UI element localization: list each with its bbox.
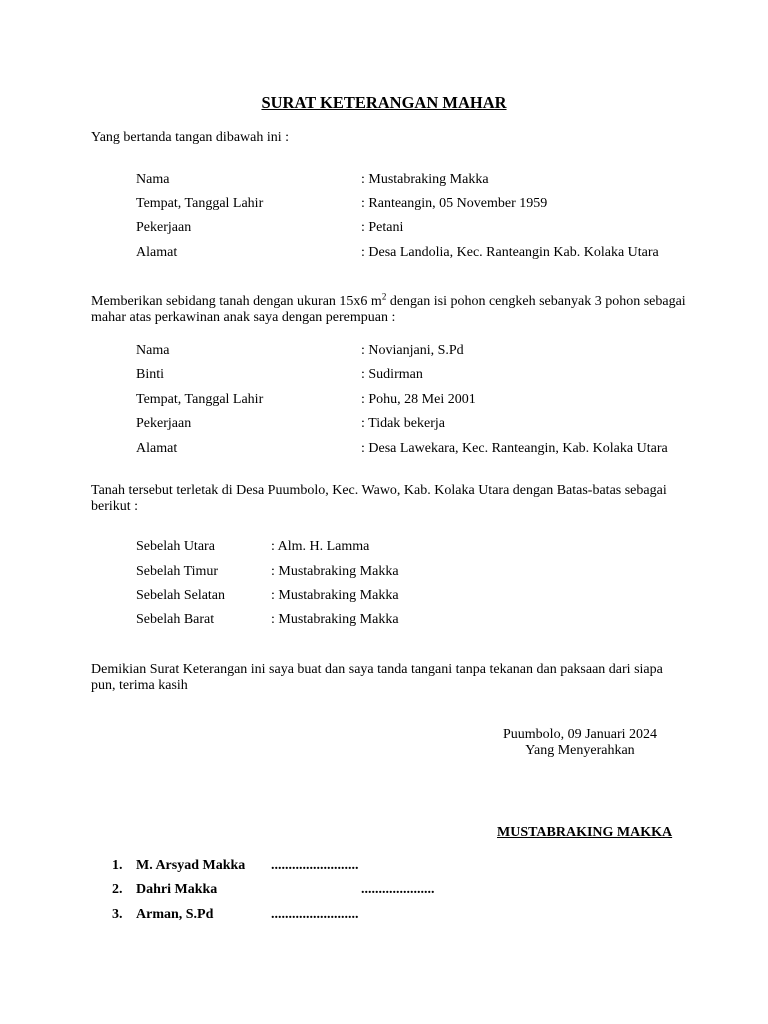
witness-name-1: M. Arsyad Makka (136, 858, 246, 873)
intro-text: Yang bertanda tangan dibawah ini : (91, 130, 290, 145)
witness-number-2: 2. (112, 882, 123, 897)
signature-name: MUSTABRAKING MAKKA (497, 825, 673, 840)
area-superscript: 2 (381, 291, 387, 302)
receiver-value-job: : Tidak bekerja (361, 416, 445, 431)
receiver-label-birth: Tempat, Tanggal Lahir (136, 392, 264, 407)
location-line-2: berikut : (91, 499, 139, 514)
closing-line-2: pun, terima kasih (91, 678, 188, 693)
boundary-value-north: : Alm. H. Lamma (271, 539, 370, 554)
witness-signature-line-2: ..................... (361, 882, 435, 897)
location-line-1: Tanah tersebut terletak di Desa Puumbolo, Kec. Wawo, Kab. Kolaka Utara dengan Batas-batas sebagai (91, 483, 667, 498)
receiver-label-father: Binti (136, 367, 165, 382)
receiver-label-name: Nama (136, 343, 170, 358)
witness-signature-line-1: ......................... (271, 858, 359, 873)
giver-value-birth: : Ranteangin, 05 November 1959 (361, 196, 548, 211)
witness-number-3: 3. (112, 907, 123, 922)
statement-line-2: mahar atas perkawinan anak saya dengan perempuan : (91, 310, 396, 325)
boundary-label-south: Sebelah Selatan (136, 588, 226, 603)
boundary-value-east: : Mustabraking Makka (271, 564, 399, 579)
witness-name-2: Dahri Makka (136, 882, 218, 897)
receiver-value-address: : Desa Lawekara, Kec. Ranteangin, Kab. Kolaka Utara (361, 441, 668, 456)
statement-before-unit: Memberikan sebidang tanah dengan ukuran 15x6 m (91, 294, 382, 309)
giver-label-address: Alamat (136, 245, 178, 260)
boundary-label-north: Sebelah Utara (136, 539, 215, 554)
giver-value-address: : Desa Landolia, Kec. Ranteangin Kab. Kolaka Utara (361, 245, 659, 260)
statement-line-1 (91, 291, 686, 310)
giver-label-birth: Tempat, Tanggal Lahir (136, 196, 264, 211)
signature-role: Yang Menyerahkan (525, 743, 635, 758)
receiver-label-job: Pekerjaan (136, 416, 192, 431)
witness-name-3: Arman, S.Pd (136, 907, 214, 922)
receiver-label-address: Alamat (136, 441, 178, 456)
statement-after-unit: dengan isi pohon cengkeh sebanyak 3 pohon sebagai (386, 294, 686, 309)
boundary-value-south: : Mustabraking Makka (271, 588, 399, 603)
receiver-value-father: : Sudirman (361, 367, 423, 382)
giver-label-name: Nama (136, 172, 170, 187)
boundary-label-east: Sebelah Timur (136, 564, 219, 579)
giver-label-job: Pekerjaan (136, 220, 192, 235)
receiver-value-birth: : Pohu, 28 Mei 2001 (361, 392, 476, 407)
giver-value-name: : Mustabraking Makka (361, 172, 489, 187)
witness-signature-line-3: ......................... (271, 907, 359, 922)
document-title: SURAT KETERANGAN MAHAR (261, 93, 507, 112)
boundary-value-west: : Mustabraking Makka (271, 612, 399, 627)
closing-line-1: Demikian Surat Keterangan ini saya buat dan saya tanda tangani tanpa tekanan dan paksaan dari siapa (91, 662, 663, 677)
giver-value-job: : Petani (361, 220, 404, 235)
signature-place-date: Puumbolo, 09 Januari 2024 (503, 727, 657, 742)
receiver-value-name: : Novianjani, S.Pd (361, 343, 464, 358)
boundary-label-west: Sebelah Barat (136, 612, 215, 627)
witness-number-1: 1. (112, 858, 123, 873)
